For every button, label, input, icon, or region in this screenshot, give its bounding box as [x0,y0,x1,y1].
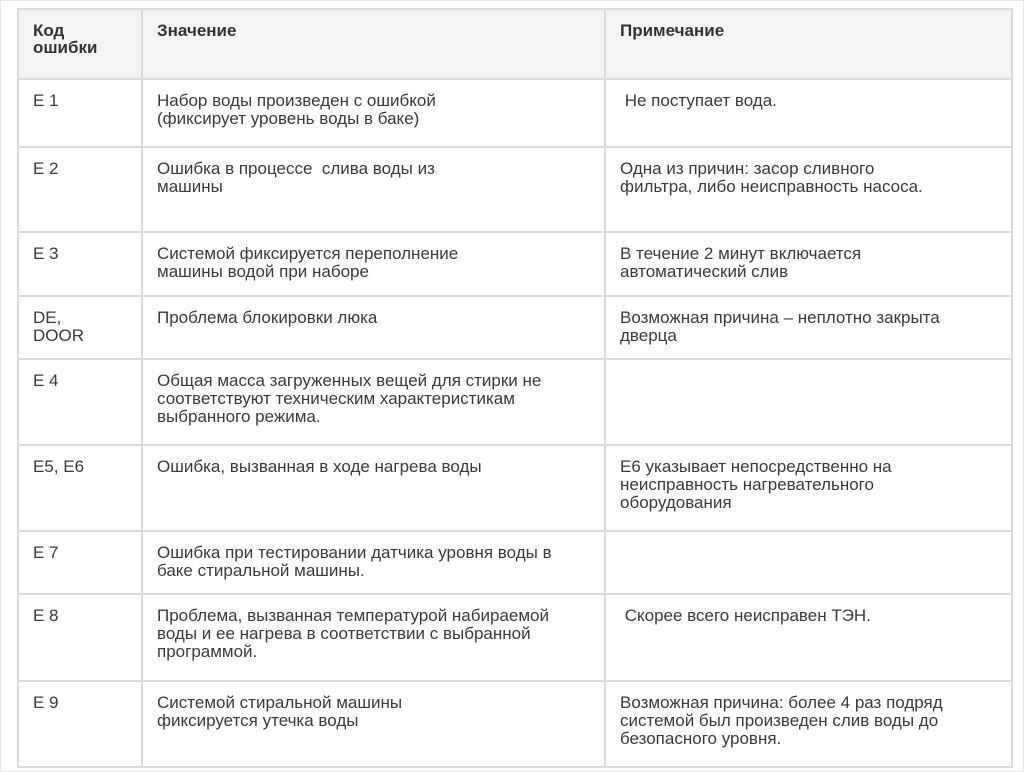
cell-meaning [142,445,605,531]
cell-meaning [142,296,605,359]
header-note [605,9,1012,79]
code-text: E 3 [33,244,59,263]
cell-code [18,147,142,232]
meaning-text: Набор воды произведен с ошибкой (фиксирует уровень воды в баке) [157,91,436,128]
cell-code [18,531,142,594]
cell-note [605,445,1012,531]
cell-code [18,359,142,445]
cell-note [605,147,1012,232]
meaning-text: Проблема блокировки люка [157,308,378,327]
meaning-text: Системой фиксируется переполнение машины водой при наборе [157,244,459,281]
header-meaning-label: Значение [157,21,237,40]
error-codes-table [17,8,1013,768]
note-text: Не поступает вода. [620,91,777,110]
cell-meaning [142,681,605,767]
header-code [18,9,142,79]
code-text: E 8 [33,606,59,625]
cell-meaning [142,232,605,296]
table-row [18,531,1012,594]
code-text: E 7 [33,543,59,562]
cell-code [18,594,142,681]
meaning-text: Проблема, вызванная температурой набираемой воды и ее нагрева в соответствии с выбранной программой. [157,606,549,661]
code-text: E 4 [33,371,59,390]
header-code-label: Код ошибки [33,21,98,57]
note-text: E6 указывает непосредственно на неисправность нагревательного оборудования [620,457,892,512]
cell-meaning [142,531,605,594]
code-text: E 1 [33,91,59,110]
meaning-text: Ошибка, вызванная в ходе нагрева воды [157,457,482,476]
cell-meaning [142,147,605,232]
cell-code [18,296,142,359]
cell-note [605,359,1012,445]
note-text: Скорее всего неисправен ТЭН. [620,606,871,625]
meaning-text: Ошибка при тестировании датчика уровня воды в баке стиральной машины. [157,543,552,580]
cell-code [18,681,142,767]
table-row [18,594,1012,681]
cell-note [605,79,1012,147]
note-text: Возможная причина – неплотно закрыта дверца [620,308,940,345]
table-header-row [18,9,1012,79]
cell-meaning [142,79,605,147]
meaning-text: Системой стиральной машины фиксируется утечка воды [157,693,403,730]
code-text: E 2 [33,159,59,178]
cell-meaning [142,359,605,445]
cell-code [18,232,142,296]
note-text: Одна из причин: засор сливного фильтра, либо неисправность насоса. [620,159,923,196]
header-meaning [142,9,605,79]
cell-code [18,445,142,531]
cell-note [605,232,1012,296]
note-text: Возможная причина: более 4 раз подряд системой был произведен слив воды до безопасного уровня. [620,693,943,748]
meaning-text: Ошибка в процессе слива воды из машины [157,159,440,196]
table-row [18,296,1012,359]
cell-note [605,594,1012,681]
code-text: E 9 [33,693,59,712]
table-row [18,79,1012,147]
cell-note [605,681,1012,767]
table-row [18,147,1012,232]
table-row [18,445,1012,531]
header-note-label: Примечание [620,21,725,40]
cell-note [605,296,1012,359]
table-row [18,681,1012,767]
code-text: E5, E6 [33,457,85,476]
code-text: DE, DOOR [33,308,84,345]
meaning-text: Общая масса загруженных вещей для стирки не соответствуют техническим характеристикам выбранного режима. [157,371,542,426]
table-row [18,359,1012,445]
note-text: В течение 2 минут включается автоматический слив [620,244,862,281]
cell-meaning [142,594,605,681]
cell-note [605,531,1012,594]
cell-code [18,79,142,147]
table-row [18,232,1012,296]
